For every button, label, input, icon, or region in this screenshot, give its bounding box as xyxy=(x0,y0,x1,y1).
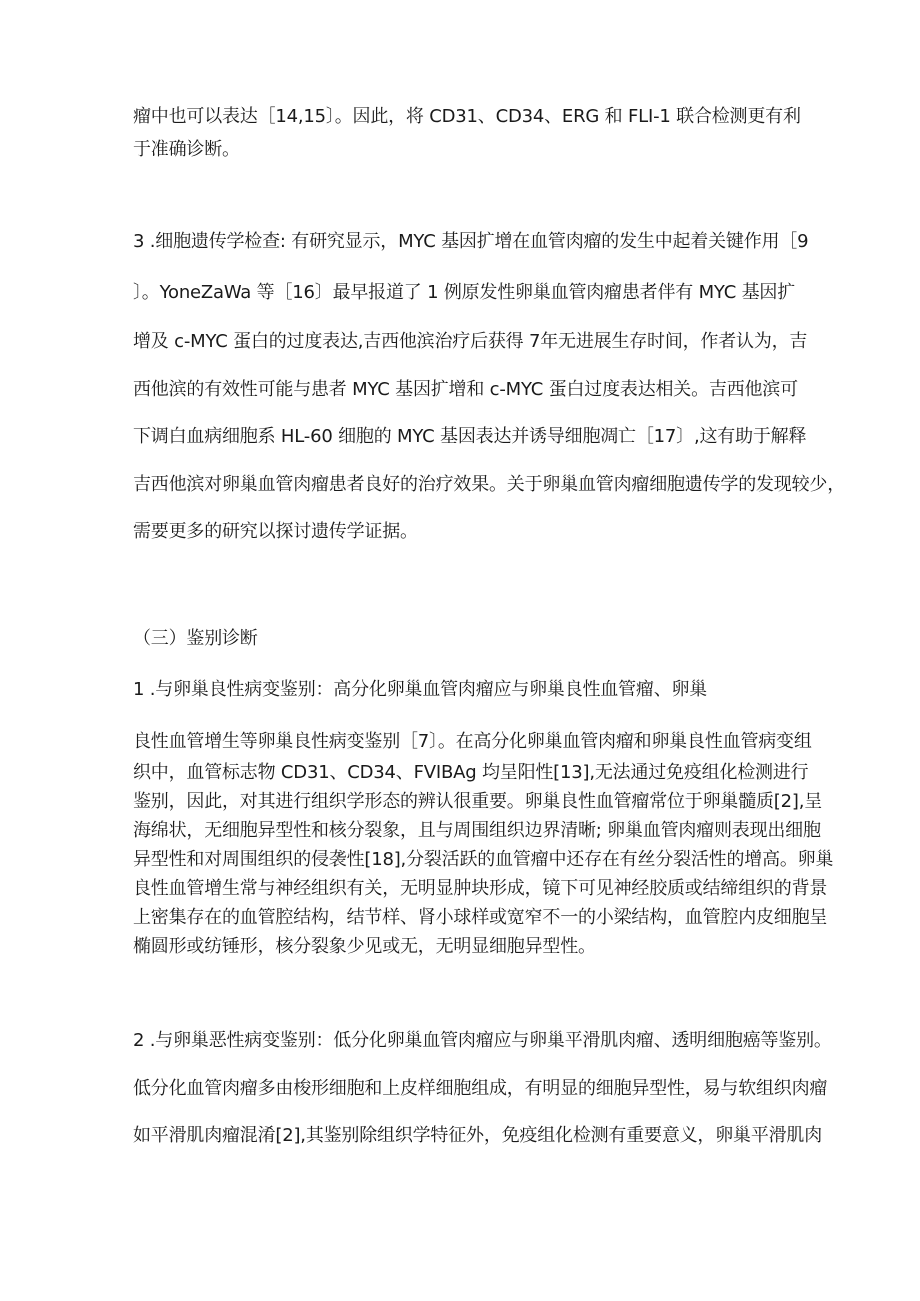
text-line: 1 .与卵巢良性病变鉴别：高分化卵巢血管肉瘤应与卵巢良性血管瘤、卵巢 xyxy=(133,679,708,700)
text-line: 下调白血病细胞系 HL-60 细胞的 MYC 基因表达并诱导细胞凋亡［17〕,这有助于解释 xyxy=(133,426,807,447)
text-line: 增及 c-MYC 蛋白的过度表达,吉西他滨治疗后获得 7年无进展生存时间，作者认为，吉 xyxy=(133,331,808,352)
text-line: 椭圆形或纺锤形，核分裂象少见或无，无明显细胞异型性。 xyxy=(133,936,596,957)
text-line: 3 .细胞遗传学检查: 有研究显示，MYC 基因扩增在血管肉瘤的发生中起着关键作用［9 xyxy=(133,231,809,252)
text-line: 异型性和对周围组织的侵袭性[18],分裂活跃的血管瘤中还存在有丝分裂活性的增高。卵巢 xyxy=(133,849,834,870)
text-line: 如平滑肌肉瘤混淆[2],其鉴别除组织学特征外，免疫组化检测有重要意义，卵巢平滑肌肉 xyxy=(133,1125,823,1146)
text-line: 海绵状，无细胞异型性和核分裂象，且与周围组织边界清晰; 卵巢血管肉瘤则表现出细胞 xyxy=(133,820,821,841)
text-line: 吉西他滨对卵巢血管肉瘤患者良好的治疗效果。关于卵巢血管肉瘤细胞遗传学的发现较少， xyxy=(133,474,845,495)
text-line: 需要更多的研究以探讨遗传学证据。 xyxy=(133,521,418,542)
text-line: 2 .与卵巢恶性病变鉴别：低分化卵巢血管肉瘤应与卵巢平滑肌肉瘤、透明细胞癌等鉴别。 xyxy=(133,1030,832,1051)
section-heading: （三）鉴别诊断 xyxy=(133,628,258,649)
text-line: 良性血管增生常与神经组织有关，无明显肿块形成，镜下可见神经胶质或结缔组织的背景 xyxy=(133,878,828,899)
text-line: 瘤中也可以表达［14,15〕。因此，将 CD31、CD34、ERG 和 FLI-1 联合检测更有利 xyxy=(133,106,801,127)
text-line: 西他滨的有效性可能与患者 MYC 基因扩增和 c-MYC 蛋白过度表达相关。吉西他滨可 xyxy=(133,379,798,400)
text-line: 〕。YoneZaWa 等［16〕最早报道了 1 例原发性卵巢血管肉瘤患者伴有 MYC 基因扩 xyxy=(133,282,796,303)
text-line: 织中，血管标志物 CD31、CD34、FVIBAg 均呈阳性[13],无法通过免疫组化检测进行 xyxy=(133,762,809,783)
text-line: 良性血管增生等卵巢良性病变鉴别［7〕。在高分化卵巢血管肉瘤和卵巢良性血管病变组 xyxy=(133,731,812,752)
text-line: 上密集存在的血管腔结构，结节样、肾小球样或宽窄不一的小梁结构，血管腔内皮细胞呈 xyxy=(133,907,828,928)
text-line: 低分化血管肉瘤多由梭形细胞和上皮样细胞组成，有明显的细胞异型性，易与软组织肉瘤 xyxy=(133,1078,828,1099)
text-line: 于准确诊断。 xyxy=(133,139,240,160)
text-line: 鉴别，因此，对其进行组织学形态的辨认很重要。卵巢良性血管瘤常位于卵巢髓质[2],呈 xyxy=(133,791,823,812)
